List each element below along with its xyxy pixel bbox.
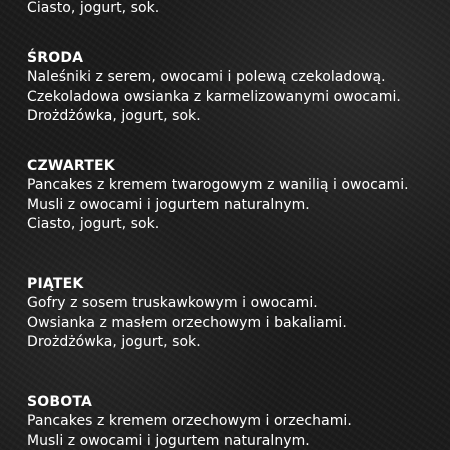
menu-item: Drożdżówka, jogurt, sok. (27, 108, 201, 124)
menu-item: Gofry z sosem truskawkowym i owocami. (27, 295, 318, 311)
menu-item: Musli z owocami i jogurtem naturalnym. (27, 197, 310, 213)
previous-day-item: Ciasto, jogurt, sok. (27, 0, 160, 16)
menu-item: Naleśniki z serem, owocami i polewą czekoladową. (27, 69, 386, 85)
day-title-sobota: SOBOTA (27, 394, 93, 410)
day-title-czwartek: CZWARTEK (27, 158, 115, 174)
day-title-piatek: PIĄTEK (27, 276, 84, 292)
day-title-sroda: ŚRODA (27, 50, 84, 66)
menu-item: Owsianka z masłem orzechowym i bakaliami. (27, 315, 347, 331)
menu-item: Ciasto, jogurt, sok. (27, 216, 160, 232)
menu-item: Drożdżówka, jogurt, sok. (27, 334, 201, 350)
menu-item: Czekoladowa owsianka z karmelizowanymi owocami. (27, 89, 401, 105)
menu-item: Pancakes z kremem twarogowym z wanilią i owocami. (27, 177, 409, 193)
menu-item: Musli z owocami i jogurtem naturalnym. (27, 433, 310, 449)
menu-item: Pancakes z kremem orzechowym i orzechami. (27, 413, 352, 429)
